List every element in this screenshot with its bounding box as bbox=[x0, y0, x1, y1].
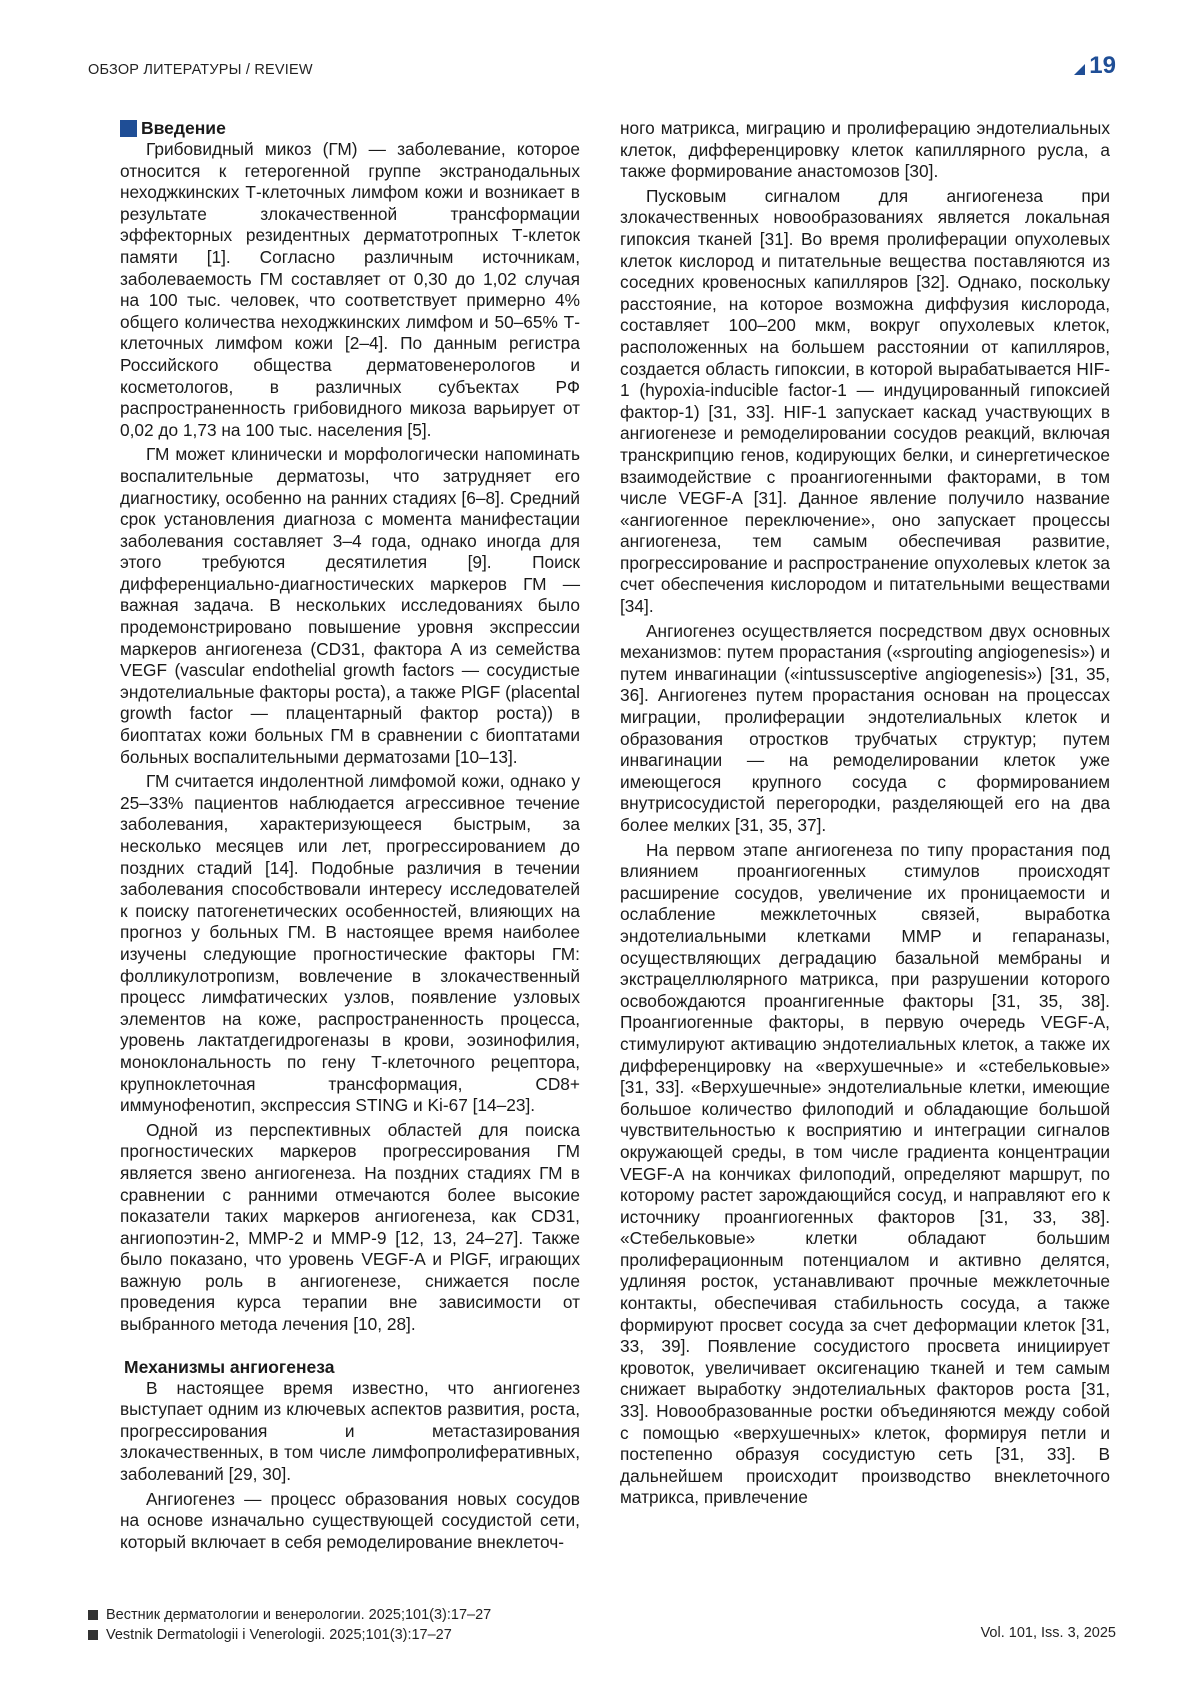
section-heading-intro-text: Введение bbox=[141, 118, 226, 138]
paragraph: ГМ считается индолентной лимфомой кожи, однако у 25–33% пациентов наблюдается агрессивное течение заболевания, характеризующееся быстрым, за несколько месяцев или лет, прогрессированием до поздних стадий [14]. Подобные различия в течении заболевания способствовали интересу исследователей к поиску патогенетических особенностей, влияющих на прогноз у больных ГМ. В настоящее время наиболее изучены следующие прогностические факторы ГМ: фолликулотропизм, вовлечение в злокачественный процесс лимфатических узлов, появление узловых элементов на коже, распространенность процесса, уровень лактатдегидрогеназы в крови, эозинофилия, моноклональность по гену Т-клеточного рецептора, крупноклеточная трансформация, CD8+ иммунофенотип, экспрессия STING и Ki-67 [14–23]. bbox=[120, 771, 580, 1116]
paragraph-continuation: ного матрикса, миграцию и пролиферацию эндотелиальных клеток, дифференцировку клеток капиллярного русла, а также формирование анастомозов [30]. bbox=[620, 118, 1110, 182]
page-number-value: 19 bbox=[1089, 52, 1116, 79]
square-bullet-icon bbox=[88, 1610, 98, 1620]
footer-volume: Vol. 101, Iss. 3, 2025 bbox=[980, 1625, 1116, 1641]
section-marker-icon bbox=[120, 120, 137, 137]
paragraph: Ангиогенез осуществляется посредством двух основных механизмов: путем прорастания («sprouting angiogenesis») и путем инвагинации («intussusceptive angiogenesis») [31, 35, 36]. Ангиогенез путем прорастания основан на процессах миграции, пролиферации эндотелиальных клеток и образования отростков трубчатых структур; путем инвагинации — на ремоделировании клеток уже имеющегося крупного сосуда с формированием внутрисосудистой перегородки, разделяющей его на два более мелких [31, 35, 37]. bbox=[620, 620, 1110, 835]
paragraph: ГМ может клинически и морфологически напоминать воспалительные дерматозы, что затрудняет его диагностику, особенно на ранних стадиях [6–8]. Средний срок установления диагноза с момента манифестации заболевания составляет 3–4 года, однако иногда для этого требуются десятилетия [9]. Поиск дифференциально-диагностических маркеров ГМ — важная задача. В нескольких исследованиях было продемонстрировано повышение уровня экспрессии маркеров ангиогенеза (CD31, фактора A из семейства VEGF (vascular endothelial growth factors — сосудистые эндотелиальные факторы роста), а также PlGF (placental growth factor — плацентарный фактор роста)) в биоптатах кожи больных ГМ в сравнении с биоптатами больных воспалительными дерматозами [10–13]. bbox=[120, 444, 580, 767]
right-column bbox=[620, 118, 1110, 1512]
paragraph: Пусковым сигналом для ангиогенеза при злокачественных новообразованиях является локальная гипоксия тканей [31]. Во время пролиферации опухолевых клеток кислород и питательные вещества поставляются из соседних кровеносных капилляров [32]. Однако, поскольку расстояние, на которое возможна диффузия кислорода, составляет 100–200 мкм, вокруг опухолевых клеток, расположенных на большем расстоянии от капилляров, создается область гипоксии, в которой вырабатывается HIF-1 (hypoxia-inducible factor-1 — индуцированный гипоксией фактор-1) [31, 33]. HIF-1 запускает каскад участвующих в ангиогенезе и ремоделировании сосудов реакций, включая транскрипцию генов, кодирующих белки, и синергетическое взаимодействие с проангиогенными факторами, в том числе VEGF-A [31]. Данное явление получило название «ангиогенное переключение», оно запускает процессы ангиогенеза, тем самым обеспечивая развитие, прогрессирование и распространение опухолевых клеток за счет обеспечения кислородом и питательными веществами [34]. bbox=[620, 185, 1110, 617]
square-bullet-icon bbox=[88, 1630, 98, 1640]
paragraph: В настоящее время известно, что ангиогенез выступает одним из ключевых аспектов развития, роста, прогрессирования и метастазирования злокачественных, в том числе лимфопролиферативных, заболеваний [29, 30]. bbox=[120, 1377, 580, 1485]
section-heading-mechanisms: Механизмы ангиогенеза bbox=[124, 1356, 335, 1377]
paragraph: На первом этапе ангиогенеза по типу прорастания под влиянием проангиогенных стимулов происходят расширение сосудов, увеличение их проницаемости и ослабление межклеточных связей, выработка эндотелиальными клетками MMP и гепараназы, осуществляющих деградацию базальной мембраны и экстрацеллюлярного матрикса, при разрушении которого освобождаются проангигенные факторы [31, 35, 38]. Проангиогенные факторы, в первую очередь VEGF-A, стимулируют активацию эндотелиальных клеток, а также их дифференцировку на «верхушечные» и «стебельковые» [31, 33]. «Верхушечные» эндотелиальные клетки, имеющие большое количество филоподий и обладающие большой чувствительностью к восприятию и интеграции сигналов окружающей среды, в том числе градиента концентрации VEGF-A на кончиках филоподий, определяют маршрут, по которому растет зарождающийся сосуд, и направляют его к источнику проангиогенных факторов [31, 33, 38]. «Стебельковые» клетки обладают большим пролиферационным потенциалом и активно делятся, удлиняя росток, устанавливают прочные межклеточные контакты, обеспечивая стабильность сосуда, а также формируют просвет сосуда за счет деформации клеток [31, 33, 39]. Появление сосудистого просвета инициирует кровоток, увеличивает оксигенацию тканей и тем самым снижает выработку эндотелиальных факторов роста [31, 33]. Новообразованные ростки объединяются между собой с помощью «верхушечных» клеток, формируя петли и постепенно образуя сосудистую сеть [31, 33]. В дальнейшем происходит производство внеклеточного матрикса, привлечение bbox=[620, 839, 1110, 1508]
page-number bbox=[1074, 52, 1116, 80]
footer-citation bbox=[88, 1605, 491, 1645]
footer-journal-en: Vestnik Dermatologii i Venerologii. 2025;101(3):17–27 bbox=[106, 1627, 452, 1643]
footer-journal-ru: Вестник дерматологии и венерологии. 2025;101(3):17–27 bbox=[106, 1607, 492, 1623]
paragraph: Грибовидный микоз (ГМ) — заболевание, которое относится к гетерогенной группе экстранодальных неходжкинских Т-клеточных лимфом кожи и возникает в результате злокачественной трансформации эффекторных резидентных дерматотропных Т-клеток памяти [1]. Согласно различным источникам, заболеваемость ГМ составляет от 0,30 до 1,02 случая на 100 тыс. человек, что соответствует примерно 4% общего количества неходжкинских лимфом и 50–65% Т-клеточных лимфом кожи [2–4]. По данным регистра Российского общества дерматовенерологов и косметологов, в различных субъектах РФ распространенность грибовидного микоза варьирует от 0,02 до 1,73 на 100 тыс. населения [5]. bbox=[120, 139, 580, 440]
corner-triangle-icon bbox=[1074, 64, 1085, 75]
section-heading-intro bbox=[120, 118, 580, 139]
paragraph: Одной из перспективных областей для поиска прогностических маркеров прогрессирования ГМ является звено ангиогенеза. На поздних стадиях ГМ в сравнении с ранними отмечаются более высокие показатели таких маркеров ангиогенеза, как CD31, ангиопоэтин-2, MMP-2 и MMP-9 [12, 13, 24–27]. Также было показано, что уровень VEGF-A и PlGF, играющих важную роль в ангиогенезе, снижается после проведения курса терапии вне зависимости от выбранного метода лечения [10, 28]. bbox=[120, 1119, 580, 1335]
running-header: ОБЗОР ЛИТЕРАТУРЫ / REVIEW bbox=[88, 62, 313, 78]
paragraph: Ангиогенез — процесс образования новых сосудов на основе изначально существующей сосудистой сети, который включает в себя ремоделирование внеклеточ- bbox=[120, 1488, 580, 1552]
left-column bbox=[120, 118, 580, 1556]
